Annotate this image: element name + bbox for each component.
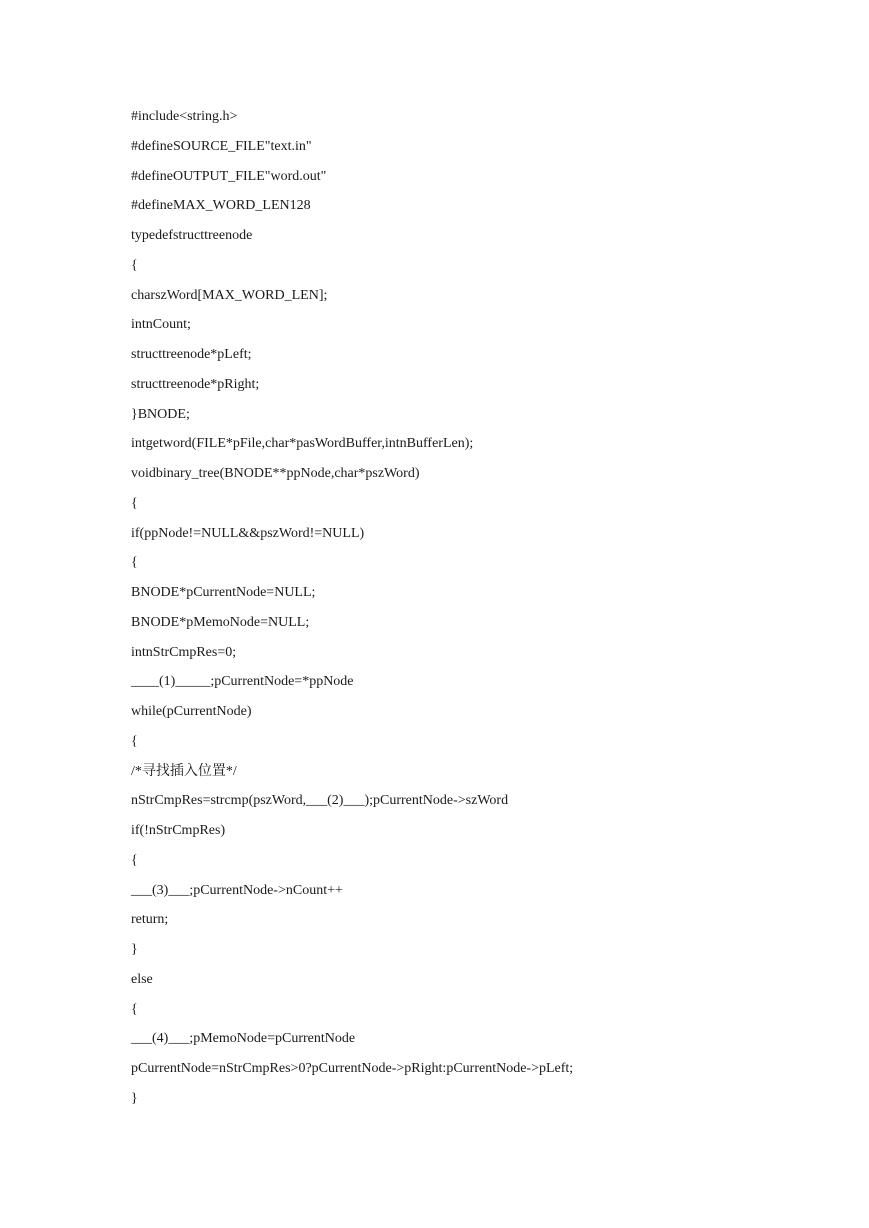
- code-line-25: if(!nStrCmpRes): [131, 823, 226, 838]
- code-line-12: intgetword(FILE*pFile,char*pasWordBuffer,intnBufferLen);: [131, 436, 474, 452]
- code-line-34: }: [131, 1090, 138, 1106]
- code-line-28: return;: [131, 912, 169, 928]
- code-line-8: intnCount;: [131, 317, 191, 333]
- code-line-15: if(ppNode!=NULL&&pszWord!=NULL): [131, 525, 365, 541]
- code-line-22: {: [131, 733, 138, 749]
- code-line-24: nStrCmpRes=strcmp(pszWord,___(2)___);pCurrentNode->szWord: [131, 793, 509, 809]
- code-line-5: typedefstructtreenode: [131, 228, 253, 243]
- code-line-32: ___(4)___;pMemoNode=pCurrentNode: [131, 1031, 356, 1047]
- code-line-20: ____(1)_____;pCurrentNode=*ppNode: [131, 674, 354, 690]
- code-line-10: structtreenode*pRight;: [131, 376, 260, 392]
- code-line-11: }BNODE;: [131, 406, 190, 422]
- code-line-3: #defineOUTPUT_FILE"word.out": [131, 168, 327, 184]
- code-line-6: {: [131, 257, 138, 273]
- code-line-2: #defineSOURCE_FILE"text.in": [131, 138, 312, 154]
- code-line-33: pCurrentNode=nStrCmpRes>0?pCurrentNode->pRight:pCurrentNode->pLeft;: [131, 1061, 574, 1076]
- code-line-17: BNODE*pCurrentNode=NULL;: [131, 585, 316, 600]
- code-listing: [131, 102, 851, 1114]
- code-line-4: #defineMAX_WORD_LEN128: [131, 198, 311, 214]
- code-line-18: BNODE*pMemoNode=NULL;: [131, 614, 310, 630]
- code-line-14: {: [131, 495, 138, 511]
- code-line-13: voidbinary_tree(BNODE**ppNode,char*pszWord): [131, 466, 420, 481]
- code-line-29: }: [131, 942, 138, 957]
- code-line-16: {: [131, 555, 138, 571]
- code-line-26: {: [131, 852, 138, 868]
- code-line-1: #include<string.h>: [131, 109, 238, 124]
- code-line-9: structtreenode*pLeft;: [131, 347, 252, 362]
- code-line-23: /*寻找插入位置*/: [131, 763, 237, 779]
- code-line-31: {: [131, 1001, 138, 1017]
- code-line-21: while(pCurrentNode): [131, 704, 252, 719]
- code-line-27: ___(3)___;pCurrentNode->nCount++: [131, 882, 343, 898]
- code-line-30: else: [131, 971, 153, 987]
- code-line-19: intnStrCmpRes=0;: [131, 644, 237, 660]
- code-line-7: charszWord[MAX_WORD_LEN];: [131, 287, 328, 303]
